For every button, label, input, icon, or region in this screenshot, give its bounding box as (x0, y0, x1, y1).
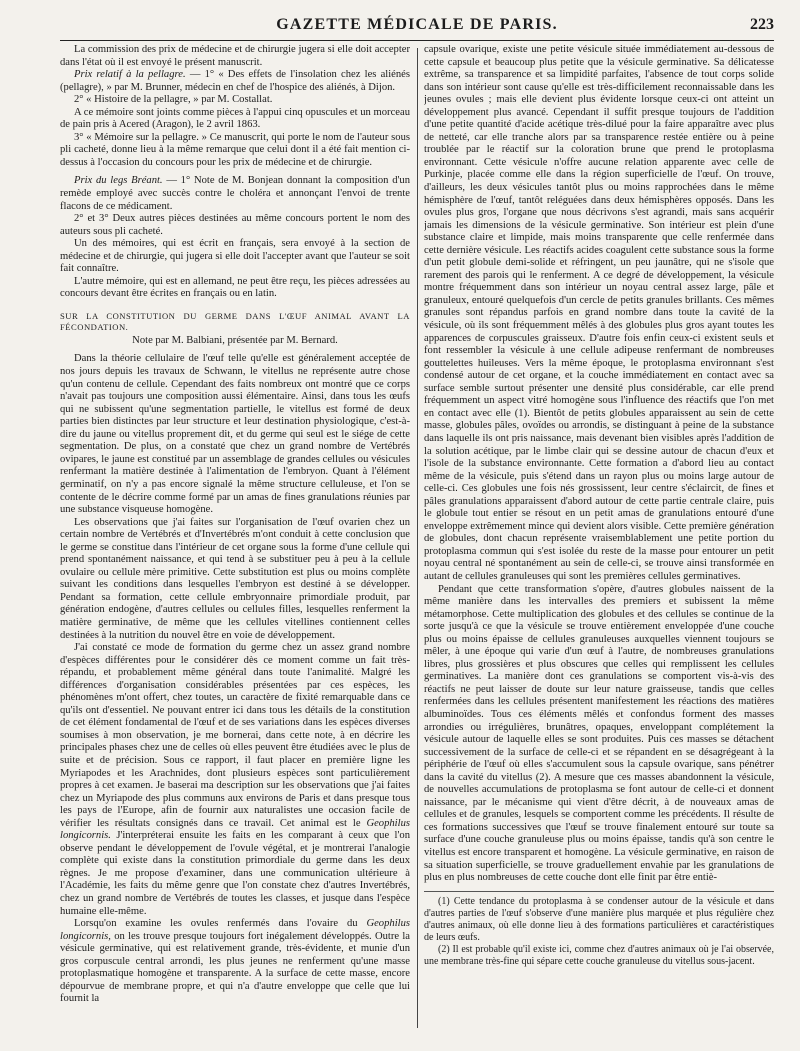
pellagre-prize-title: Prix relatif à la pellagre. (74, 69, 186, 81)
breant-entry-1-text: — 1° Note de M. Bonjean donnant la composition d'un remède employé avec succès contre le choléra et annonçant l'envoi de trente flacons de ce médicament. (60, 175, 410, 212)
left-column (60, 44, 410, 1034)
pellagre-entry-2: 2° « Histoire de la pellagre, » par M. Costallat. (74, 94, 273, 106)
footnote-2: (2) Il est probable qu'il existe ici, comme chez d'autres animaux où je l'ai observée, une membrane très-fine qui sépare cette couche granuleuse du vitellus sous-jacent. (424, 943, 774, 967)
right-column (424, 44, 774, 1034)
journal-title: GAZETTE MÉDICALE DE PARIS. (276, 16, 558, 33)
pellagre-entry-2-note: A ce mémoire sont joints comme pièces à l'appui cinq opuscules et un morceau de pain pris à Acered (Aragon), le 2 avril 1863. (60, 106, 410, 131)
article-heading: SUR LA CONSTITUTION DU GERME DANS L'ŒUF ANIMAL AVANT LA FÉCONDATION. (60, 310, 410, 332)
right-paragraph-2: Pendant que cette transformation s'opère, d'autres globules naissent de la même manière dans les intervalles des premiers et subissent la même métamorphose. Cette multiplication des globules et des cellules se continue de la sorte jusqu'à ce que la vésicule se trouve entièrement enveloppée d'une couche plus ou moins épaisse de cellules granuleuses auxquelles viennent toujours se mêler, à une époque qui varie d'un œuf à l'autre, de nombreuses granulations libres, plus grossières et plus obscures que celles qui remplissent les cellules germinatives. La manière dont ces granulations se comportent vis-à-vis des réactifs ne peut laisser de doute sur leur nature graisseuse, tandis que celles renfermées dans les cellules présentent manifestement les réactions des matières albuminoïdes. Tous ces éléments mêlés et confondus forment des masses arrondies ou irrégulières, brunâtres, opaques, enveloppant complétement la vésicule autour de laquelle elles se sont produites. Puis ces masses se détachent successivement de la surface de celle-ci et se répandent en se désagrégeant à la périphérie de l'œuf où elles s'accumulent sous la capsule ovarique, sans pénétrer dans la cavité du vitellus (2). A mesure que ces masses abandonnent la vésicule, de nouvelles accumulations de protoplasma se font autour de celle-ci et donnent naissance, par le mécanisme qui vient d'être décrit, à de nouveaux amas de cellules et de granules, lesquels se comportent comme les précédents. Il résulte de ces formations successives que l'œuf se trouve finalement entouré sur toute sa surface d'une couche granuleuse plus ou moins épaisse, tandis qu'à son centre le vitellus est encore transparent et homogène. La vésicule germinative, en raison de sa situation superficielle, se trouve graduellement envahie par les granulations de plus en plus nombreuses de cette couche dont elle finit par être entiè- (424, 583, 774, 884)
pellagre-entry-1 (60, 69, 410, 94)
column-divider (417, 48, 418, 1028)
pellagre-entry-3: 3° « Mémoire sur la pellagre. » Ce manuscrit, qui porte le nom de l'auteur sous pli cacheté, donne lieu à la même remarque que celui dont il a été fait mention ci-dessus à l'occasion du concours pour les prix de médecine et de chirurgie. (60, 131, 410, 168)
article-paragraph-4 (60, 918, 410, 1006)
paragraph-4-start: Lorsqu'on examine les ovules renfermés dans l'ovaire du (74, 918, 358, 930)
page-number: 223 (750, 16, 774, 33)
right-paragraph-1: capsule ovarique, existe une petite vésicule située immédiatement au-dessous de cette capsule et beaucoup plus petite que la vésicule germinative. Sa délicatesse extrême, sa transparence et sa limpidité parfaites, l'absence de tout corps solide dans son intérieur sont cause qu'elle est très-difficilement reconnaissable dans les jeunes ovules ; mais elle devient plus évidente lorsque ceux-ci ont atteint un développement plus avancé. Cependant il suffit presque toujours de l'addition d'une petite quantité d'acide acétique très-dilué pour la faire apparaître avec plus de netteté, car elle tranche alors par sa transparence restée entière ou à peine troublée par le réactif sur la coloration brune que prend le protoplasma environnant. Cette vésicule n'offre aucune relation apparente avec celle de Purkinje, placée comme elle dans la région superficielle de l'œuf. On trouve, d'ailleurs, les deux vésicules tantôt plus ou moins rapprochées dans le même hémisphère de l'œuf, tantôt reléguées dans deux hémisphères opposés. Dans les ovules plus gros, l'organe que nous décrivons s'est agrandi, mais sans acquérir jamais les dimensions de la vésicule germinative. Son intérieur est plein d'une substance claire et limpide, mais moins transparente que celle renfermée dans cette dernière vésicule. Les réactifs acides coagulent cette substance sous la forme d'un petit globule demi-solide et réfringent, un peu jaunâtre, qui ne s'isole que rarement des parois qui le renferment. A ce degré de développement, la vésicule montre fréquemment dans son intérieur un noyau central assez large, pâle et granuleux, entouré quelquefois d'un cercle de petits granules brillants. Ces mêmes granules sont répandus parfois en grand nombre dans toute la cavité de la vésicule, où ils sont fréquemment mêlés à des globules plus gros ayant toutes les apparences de corpuscules graisseux. D'autre fois enfin ceux-ci existent seuls et font ressembler la vésicule à une cellule adipeuse renfermant de nombreuses gouttelettes huileuses. Vers la même époque, le protoplasma environnant s'est condensé autour de cet organe, et la couche immédiatement en contact avec sa surface semble surtout présenter une densité plus considérable, car elle prend fréquemment un aspect vitré homogène sous l'influence des réactifs que l'on met en contact avec elle (1). Bientôt de petits globules apparaissent au sein de cette masse, globules pâles, ovoïdes ou arrondis, se distinguant à peine de la substance dans laquelle ils ont pris naissance, mais devenant bien visibles après l'addition de la solution acétique, par le limbe clair qui se dessine autour de chacun d'eux et l'isole de la substance environnante. Cette formation a d'abord lieu au contact même de la vésicule, puis s'étend dans un rayon plus ou moins large autour de celle-ci. Ces globules une fois nés grossissent, leur centre s'éclaircit, de fines et pâles granulations apparaissent d'abord autour de cette partie centrale claire, puis le globule tout entier se résout en un petit amas de granulations entouré d'une enveloppe extrêmement mince qui devient alors visible. Cette première génération de globules, dont chacun représente vraisemblablement une petite portion du protoplasma commun qui s'est isolée du reste de la masse pour entourer un petit noyau central né spontanément au sein de celle-ci, se trouve ainsi transformée en autant de cellules granuleuses qui sont les premières cellules germinatives. (424, 44, 774, 582)
pellagre-entry-1-text: — 1° « Des effets de l'insolation chez les aliénés (pellagre), » par M. Brunner, médecin en chef de l'hospice des aliénés, à Dijon. (60, 69, 410, 93)
article-byline: Note par M. Balbiani, présentée par M. Bernard. (132, 334, 338, 346)
prize-intro: La commission des prix de médecine et de chirurgie jugera si elle doit accepter dans l'état où il est envoyé le présent manuscrit. (60, 44, 410, 68)
species-name: Geophilus longicornis, (60, 918, 410, 942)
breant-entry-2: 2° et 3° Deux autres pièces destinées au même concours portent le nom des auteurs sous pli cacheté. (60, 213, 410, 237)
footnote-1: (1) Cette tendance du protoplasma à se condenser autour de la vésicule et dans d'autres parties de l'œuf s'observe d'une manière plus marquée et plus régulière chez d'autres animaux, où elle donne lieu à des formations particulières et caractéristiques de leurs œufs. (424, 895, 774, 943)
footnotes (424, 891, 774, 968)
species-name: Geophilus longicornis. (60, 817, 410, 842)
text-columns (60, 44, 774, 1034)
article-paragraph-1: Dans la théorie cellulaire de l'œuf telle qu'elle est généralement acceptée de nos jours depuis les travaux de Schwann, le vitellus ne représente autre chose qu'un contenu de cellule. Cependant des faits nombreux ont montré que ce corps n'avait pas toujours une composition aussi élémentaire. Ainsi, dans tous les œufs qui ne subissent qu'une segmentation partielle, le vitellus est formé de deux parties bien distinctes par leur structure et leur destination physiologique, c'est-à-dire du jaune ou vitellus proprement dit, et du germe qui seul est le siége de cette segmentation. De plus, on a constaté que chez un grand nombre de Vertébrés ovipares, le jaune est constitué par un assemblage de grandes cellules ou vésicules renfermant la matière destinée à l'alimentation de l'embryon. Quant à l'élément germinatif, on n'y a pas encore signalé la même structure celluleuse, et l'on se contente de le décrire comme formé par un amas de fines granulations réunies par une substance visqueuse homogène. (60, 353, 410, 516)
breant-entry-3: Un des mémoires, qui est écrit en français, sera envoyé à la section de médecine et de chirurgie, qui jugera si elle doit l'accepter avant que l'auteur se soit fait connaître. (60, 238, 410, 275)
paragraph-3-end: J'interpréterai ensuite les faits en les comparant à ceux que l'on observe pendant le développement de l'ovule végétal, et je montrerai l'analogie complète qui existe dans la constitution primordiale du germe dans les deux règnes. Je me propose d'examiner, dans une communication ultérieure à l'Académie, les faits du même genre que l'on constate chez d'autres Invertébrés, chez un grand nombre de Vertébrés de toutes les classes, et jusque dans l'espèce humaine elle-même. (60, 830, 410, 917)
article-paragraph-3 (60, 642, 410, 918)
breant-entry-4: L'autre mémoire, qui est en allemand, ne peut être reçu, les pièces adressées au concours devant être écrites en français ou en latin. (60, 275, 410, 300)
breant-entry-1 (60, 175, 410, 213)
paragraph-3-start: J'ai constaté ce mode de formation du germe chez un assez grand nombre d'espèces différentes pour le considérer dès ce moment comme un fait très-répandu, et probablement même général dans toute l'animalité. Malgré les différences d'organisation considérables présentées par ces espèces, les phénomènes m'ont offert, chez toutes, un caractère de fixité remarquable dans ce qu'ils ont d'essentiel. Ne pouvant entrer ici dans tous les détails de la constitution de cet élément fondamental de l'œuf et de ses variations dans les espèces diverses soumises à mon observation, je me bornerai, dans cette note, à en décrire les principales phases chez une de celles où elles peuvent être étudiées avec le plus de suite et de précision. Sous ce rapport, il faut placer en première ligne les Myriapodes et les Arachnides, dont plusieurs espèces sont particulièrement propres à cet examen. Je baserai ma description sur les observations que j'ai faites chez un Myriapode des plus communs aux environs de Paris et dans presque tous les pays de l'Europe, afin de fournir aux naturalistes une occasion facile de vérifier les résultats consignés dans ce travail. Cet animal est le (60, 642, 410, 829)
page-header (60, 14, 774, 41)
article-paragraph-2: Les observations que j'ai faites sur l'organisation de l'œuf ovarien chez un certain nombre de Vertébrés et d'Invertébrés m'ont conduit à cette conclusion que le germe se constitue dans l'intérieur de cet organe sous la forme d'une cellule qui prend spontanément naissance, et qui tend à se substituer peu à peu à la cellule ovulaire ou cellule mère primitive. Cette substitution est plus ou moins complète suivant les conditions dans lesquelles l'embryon est destiné à se développer. Pendant sa formation, cette cellule embryonnaire primordiale produit, par génération endogène, d'autres cellules ou cellules filles, lesquelles renferment la matière germinative, de même que les cellules vitellines contiennent celles destinées à la nutrition du nouvel être en voie de développement. (60, 516, 410, 641)
breant-prize-title: Prix du legs Bréant. (74, 175, 163, 187)
paragraph-4-end: on les trouve presque toujours fort inégalement développés. Outre la vésicule germinative, qui est relativement grande, très-évidente, et munie d'un gros corpuscule central arrondi, les plus jeunes ne renferment qu'une masse protoplasmatique homogène et transparente. A la surface de cette masse, encore dépourvue de membrane propre, et qui n'a d'autre enveloppe que celle que lui fournit la (60, 930, 410, 1005)
